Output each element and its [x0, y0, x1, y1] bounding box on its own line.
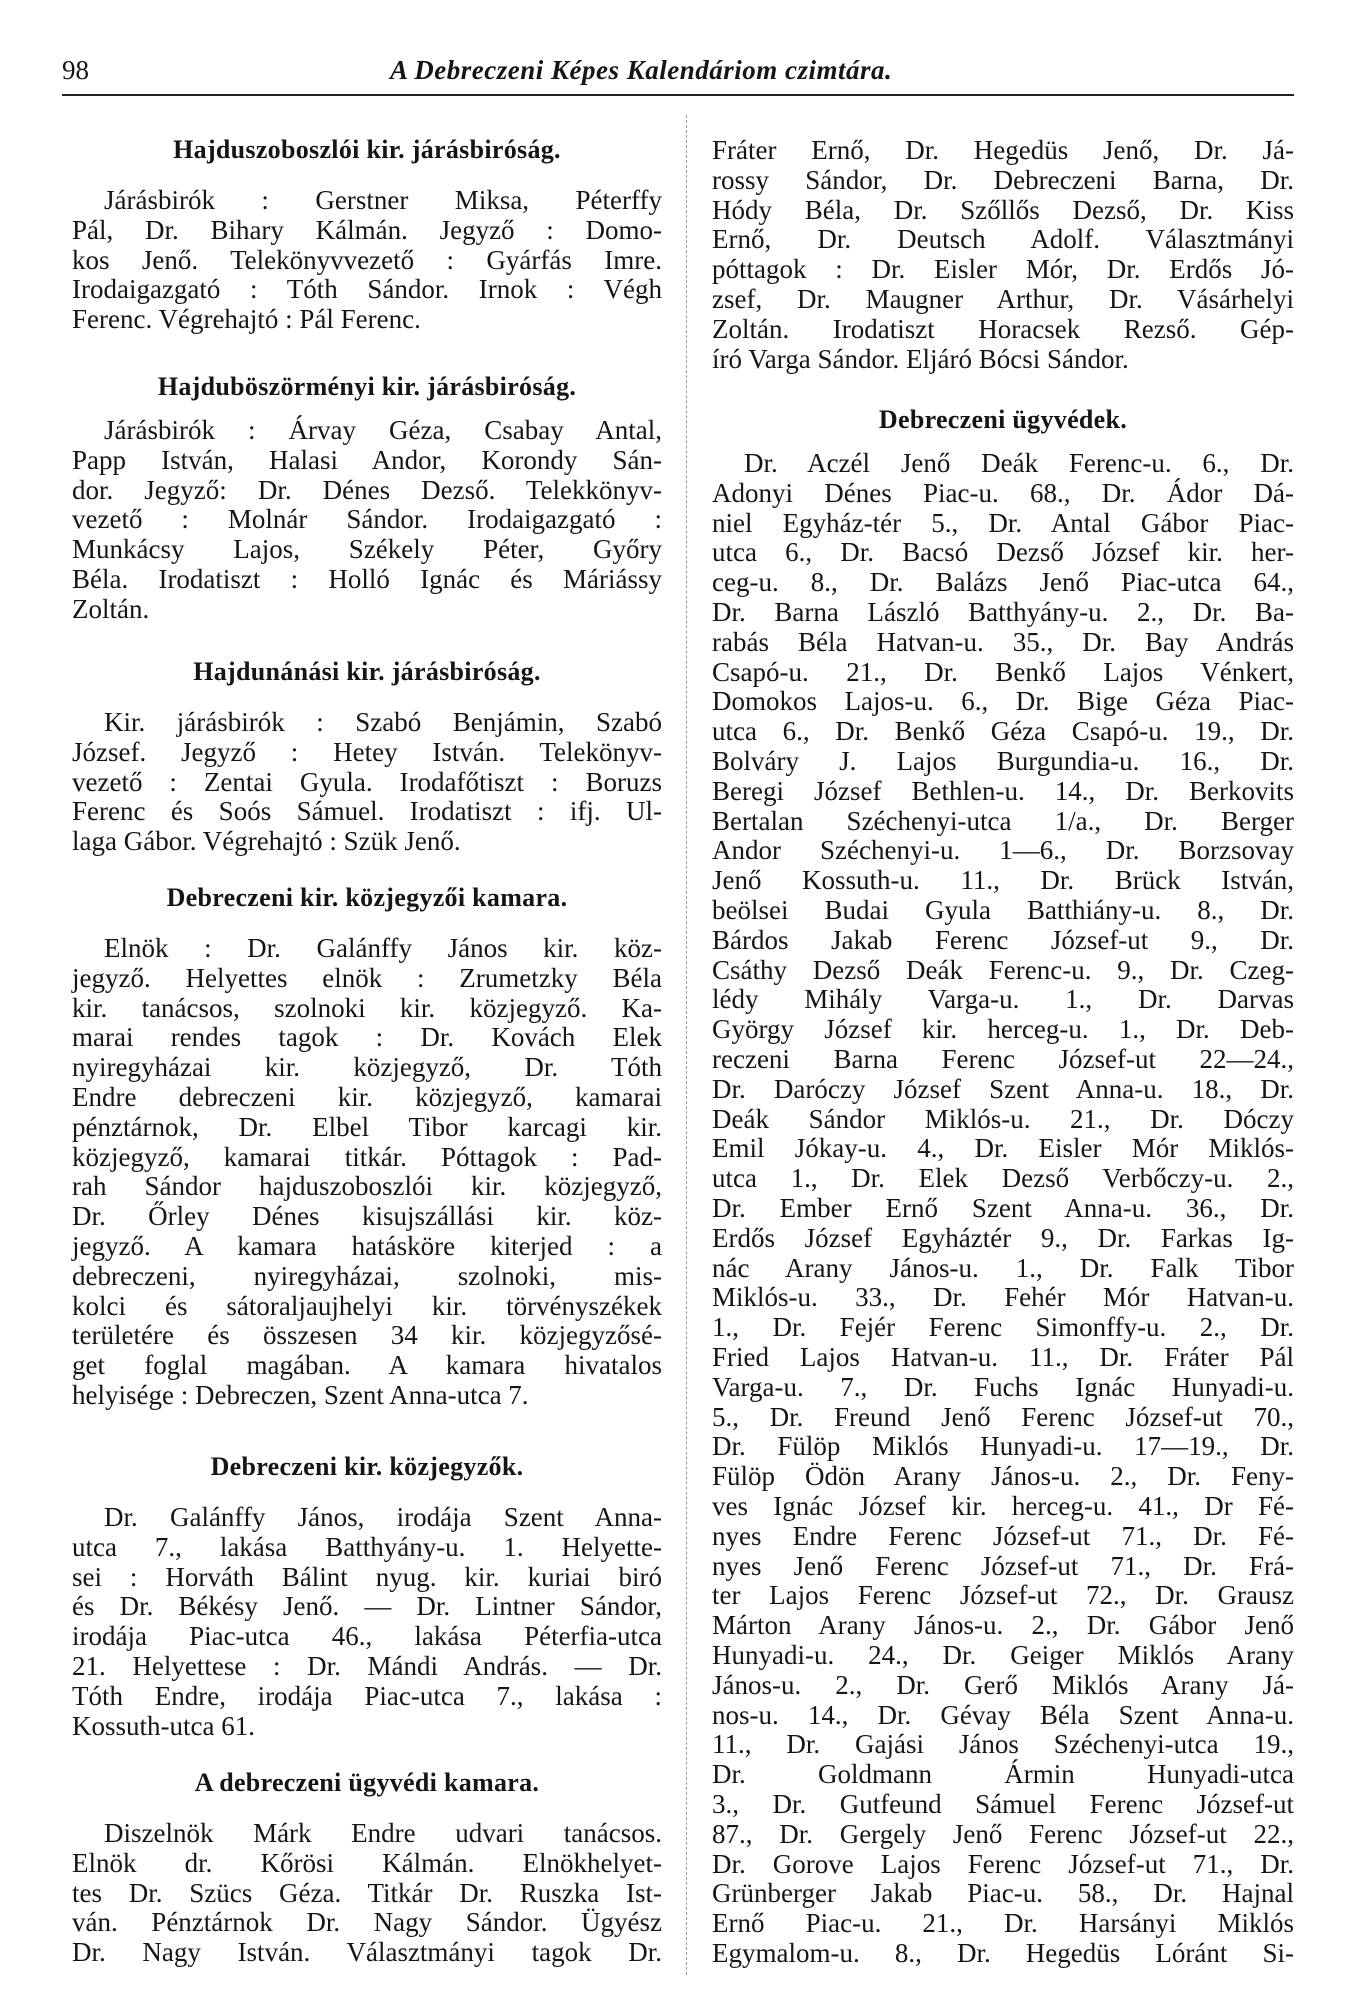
text-line: Munkácsy Lajos, Székely Péter, Győry: [72, 534, 662, 565]
text-line: György József kir. herceg-u. 1., Dr. Deb-: [712, 1014, 1294, 1045]
text-line: Dr. Aczél Jenő Deák Ferenc-u. 6., Dr.: [744, 448, 1294, 478]
text-line: niel Egyház-tér 5., Dr. Antal Gábor Piac-: [712, 507, 1294, 538]
text-line: 21. Helyettese : Dr. Mándi András. — Dr.: [72, 1651, 662, 1681]
text-line: és Dr. Békésy Jenő. — Dr. Lintner Sándor,: [72, 1591, 662, 1622]
text-line: Dr. Őrley Dénes kisujszállási kir. köz-: [72, 1201, 662, 1232]
text-line: marai rendes tagok : Dr. Kovách Elek: [72, 1022, 662, 1053]
text-line: debreczeni, nyiregyházai, szolnoki, mis-: [72, 1260, 662, 1291]
text-line: területére és összesen 34 kir. közjegyzősé-: [72, 1320, 662, 1351]
text-line: Diszelnök Márk Endre udvari tanácsos.: [104, 1818, 662, 1848]
right-column: [712, 0, 1294, 2000]
text-line: Fülöp Ödön Arany János-u. 2., Dr. Feny-: [712, 1461, 1294, 1492]
text-line: Ernő, Dr. Deutsch Adolf. Választmányi: [712, 224, 1294, 255]
text-line: jegyző. A kamara hatásköre kiterjed : a: [72, 1231, 662, 1261]
text-line: nác Arany János-u. 1., Dr. Falk Tibor: [712, 1252, 1294, 1283]
text-line: Jenő Kossuth-u. 11., Dr. Brück István,: [712, 865, 1294, 896]
text-line: zsef, Dr. Maugner Arthur, Dr. Vásárhelyi: [712, 284, 1294, 314]
text-line: nyiregyházai kir. közjegyző, Dr. Tóth: [72, 1052, 662, 1083]
text-line: tes Dr. Szücs Géza. Titkár Dr. Ruszka Ist-: [72, 1877, 662, 1908]
text-line: beölsei Budai Gyula Batthiány-u. 8., Dr.: [712, 895, 1294, 925]
text-line: Pál, Dr. Bihary Kálmán. Jegyző : Domo-: [72, 214, 662, 245]
text-line: rah Sándor hajduszoboszlói kir. közjegyző,: [72, 1171, 662, 1202]
text-line: nyes Endre Ferenc József-ut 71., Dr. Fé-: [712, 1520, 1294, 1551]
text-line: Bárdos Jakab Ferenc József-ut 9., Dr.: [712, 924, 1294, 955]
text-line: sei : Horváth Bálint nyug. kir. kuriai biró: [72, 1561, 662, 1592]
text-line: get foglal magában. A kamara hivatalos: [72, 1350, 662, 1381]
text-line: Béla. Irodatiszt : Holló Ignác és Máriássy: [72, 564, 662, 594]
text-line: Zoltán.: [72, 593, 150, 624]
text-line: Dr. Galánffy János, irodája Szent Anna-: [104, 1502, 662, 1532]
text-line: Tóth Endre, irodája Piac-utca 7., lakása :: [72, 1680, 662, 1711]
text-line: Kir. járásbirók : Szabó Benjámin, Szabó: [104, 707, 662, 737]
text-line: Dr. Daróczy József Szent Anna-u. 18., Dr.: [712, 1073, 1294, 1104]
text-line: Dr. Gorove Lajos Ferenc József-ut 71., Dr.: [712, 1848, 1294, 1879]
text-line: utca 6., Dr. Benkő Géza Csapó-u. 19., Dr.: [712, 716, 1294, 747]
text-line: Bertalan Széchenyi-utca 1/a., Dr. Berger: [712, 805, 1294, 836]
text-line: Járásbirók : Gerstner Miksa, Péterffy: [104, 185, 662, 215]
text-line: pénztárnok, Dr. Elbel Tibor karcagi kir.: [72, 1111, 662, 1142]
text-line: lédy Mihály Varga-u. 1., Dr. Darvas: [712, 984, 1294, 1015]
text-line: Egymalom-u. 8., Dr. Hegedüs Lóránt Si-: [712, 1938, 1294, 1968]
text-line: nos-u. 14., Dr. Gévay Béla Szent Anna-u.: [712, 1699, 1294, 1730]
text-line: 3., Dr. Gutfeund Sámuel Ferenc József-ut: [712, 1789, 1294, 1819]
text-line: Irodaigazgató : Tóth Sándor. Irnok : Végh: [72, 274, 662, 305]
text-line: Erdős József Egyháztér 9., Dr. Farkas Ig-: [712, 1222, 1294, 1253]
text-line: ván. Pénztárnok Dr. Nagy Sándor. Ügyész: [72, 1907, 662, 1938]
text-line: Ernő Piac-u. 21., Dr. Harsányi Miklós: [712, 1908, 1294, 1939]
text-line: József. Jegyző : Hetey István. Telekönyv-: [72, 736, 662, 767]
text-line: laga Gábor. Végrehajtó : Szük Jenő.: [72, 826, 461, 857]
text-line: Emil Jókay-u. 4., Dr. Eisler Mór Miklós-: [712, 1133, 1294, 1164]
running-title: A Debreczeni Képes Kalendáriom czimtára.: [390, 55, 893, 85]
text-line: utca 7., lakása Batthyány-u. 1. Helyette-: [72, 1531, 662, 1562]
text-line: Domokos Lajos-u. 6., Dr. Bige Géza Piac-: [712, 686, 1294, 717]
text-line: 5., Dr. Freund Jenő Ferenc József-ut 70.,: [712, 1401, 1294, 1432]
text-line: Zoltán. Irodatiszt Horacsek Rezső. Gép-: [712, 313, 1294, 344]
text-line: Márton Arany János-u. 2., Dr. Gábor Jenő: [712, 1610, 1294, 1641]
text-line: 1., Dr. Fejér Ferenc Simonffy-u. 2., Dr.: [712, 1312, 1294, 1343]
text-line: rossy Sándor, Dr. Debreczeni Barna, Dr.: [712, 164, 1294, 195]
text-line: Papp István, Halasi Andor, Korondy Sán-: [72, 444, 662, 475]
section-heading: Debreczeni ügyvédek.: [878, 405, 1128, 434]
text-line: ves Ignác József kir. herceg-u. 41., Dr Fé-: [712, 1491, 1294, 1521]
text-line: irodája Piac-utca 46., lakása Péterfia-utca: [72, 1621, 662, 1652]
text-line: Varga-u. 7., Dr. Fuchs Ignác Hunyadi-u.: [712, 1371, 1294, 1402]
text-line: kir. tanácsos, szolnoki kir. közjegyző. Ka-: [72, 992, 662, 1023]
text-line: nyes Jenő Ferenc József-ut 71., Dr. Frá-: [712, 1550, 1294, 1581]
column-divider: [686, 115, 687, 1975]
text-line: Hódy Béla, Dr. Szőllős Dezső, Dr. Kiss: [712, 194, 1294, 225]
text-line: Ferenc és Soós Sámuel. Irodatiszt : ifj. Ul-: [72, 796, 662, 827]
text-line: Kossuth-utca 61.: [72, 1710, 255, 1741]
text-line: Csapó-u. 21., Dr. Benkő Lajos Vénkert,: [712, 656, 1294, 687]
text-line: vezető : Molnár Sándor. Irodaigazgató :: [72, 504, 662, 535]
text-line: kos Jenő. Telekönyvvezető : Gyárfás Imre.: [72, 244, 662, 275]
text-line: helyisége : Debreczen, Szent Anna-utca 7.: [72, 1380, 529, 1410]
section-heading: A debreczeni ügyvédi kamara.: [194, 1768, 540, 1797]
text-line: 11., Dr. Gajási János Széchenyi-utca 19.,: [712, 1729, 1294, 1760]
text-line: Elnök : Dr. Galánffy János kir. köz-: [104, 933, 662, 963]
text-line: író Varga Sándor. Eljáró Bócsi Sándor.: [712, 343, 1129, 374]
text-line: utca 1., Dr. Elek Dezső Verbőczy-u. 2.,: [712, 1163, 1294, 1194]
text-line: Elnök dr. Kőrösi Kálmán. Elnökhelyet-: [72, 1847, 662, 1878]
text-line: Dr. Barna László Batthyány-u. 2., Dr. Ba-: [712, 597, 1294, 627]
text-line: Dr. Nagy István. Választmányi tagok Dr.: [72, 1937, 662, 1968]
text-line: reczeni Barna Ferenc József-ut 22—24.,: [712, 1044, 1294, 1074]
section-heading: Hajdunánási kir. járásbiróság.: [193, 657, 541, 686]
text-line: Fried Lajos Hatvan-u. 11., Dr. Fráter Pál: [712, 1342, 1294, 1372]
text-line: Beregi József Bethlen-u. 14., Dr. Berkovits: [712, 775, 1294, 806]
text-line: Endre debreczeni kir. közjegyző, kamarai: [72, 1082, 662, 1112]
section-heading: Debreczeni kir. közjegyzői kamara.: [166, 883, 568, 912]
text-line: kolci és sátoraljaujhelyi kir. törvényszékek: [72, 1290, 662, 1321]
text-line: ter Lajos Ferenc József-ut 72., Dr. Grausz: [712, 1580, 1294, 1611]
left-column: [72, 0, 662, 2000]
text-line: ceg-u. 8., Dr. Balázs Jenő Piac-utca 64.,: [712, 567, 1294, 598]
text-line: Dr. Fülöp Miklós Hunyadi-u. 17—19., Dr.: [712, 1431, 1294, 1462]
text-line: Grünberger Jakab Piac-u. 58., Dr. Hajnal: [712, 1878, 1294, 1909]
text-line: 87., Dr. Gergely Jenő Ferenc József-ut 22.,: [712, 1818, 1294, 1849]
text-line: Fráter Ernő, Dr. Hegedüs Jenő, Dr. Já-: [712, 135, 1294, 165]
text-line: Csáthy Dezső Deák Ferenc-u. 9., Dr. Czeg-: [712, 954, 1294, 985]
text-line: Deák Sándor Miklós-u. 21., Dr. Dóczy: [712, 1103, 1294, 1134]
text-line: János-u. 2., Dr. Gerő Miklós Arany Já-: [712, 1669, 1294, 1700]
text-line: utca 6., Dr. Bacsó Dezső József kir. her-: [712, 537, 1294, 568]
text-line: Miklós-u. 33., Dr. Fehér Mór Hatvan-u.: [712, 1282, 1294, 1313]
section-heading: Debreczeni kir. közjegyzők.: [210, 1452, 524, 1481]
section-heading: Hajduszoboszlói kir. járásbiróság.: [173, 135, 561, 164]
text-line: Dr. Ember Ernő Szent Anna-u. 36., Dr.: [712, 1193, 1294, 1223]
text-line: Járásbirók : Árvay Géza, Csabay Antal,: [104, 415, 662, 445]
text-line: Ferenc. Végrehajtó : Pál Ferenc.: [72, 304, 421, 335]
text-line: Dr. Goldmann Ármin Hunyadi-utca: [712, 1759, 1294, 1790]
text-line: póttagok : Dr. Eisler Mór, Dr. Erdős Jó-: [712, 254, 1294, 285]
text-line: rabás Béla Hatvan-u. 35., Dr. Bay András: [712, 626, 1294, 657]
text-line: közjegyző, kamarai titkár. Póttagok : Pad-: [72, 1141, 662, 1172]
text-line: jegyző. Helyettes elnök : Zrumetzky Béla: [72, 962, 662, 993]
page-number: 98: [62, 55, 89, 85]
text-line: dor. Jegyző: Dr. Dénes Dezső. Telekkönyv-: [72, 474, 662, 505]
text-line: Adonyi Dénes Piac-u. 68., Dr. Ádor Dá-: [712, 477, 1294, 508]
text-line: Hunyadi-u. 24., Dr. Geiger Miklós Arany: [712, 1640, 1294, 1670]
section-heading: Hajduböszörményi kir. járásbiróság.: [157, 372, 577, 401]
text-line: Bolváry J. Lajos Burgundia-u. 16., Dr.: [712, 746, 1294, 776]
text-line: vezető : Zentai Gyula. Irodafőtiszt : Boruzs: [72, 766, 662, 797]
text-line: Andor Széchenyi-u. 1—6., Dr. Borzsovay: [712, 835, 1294, 866]
